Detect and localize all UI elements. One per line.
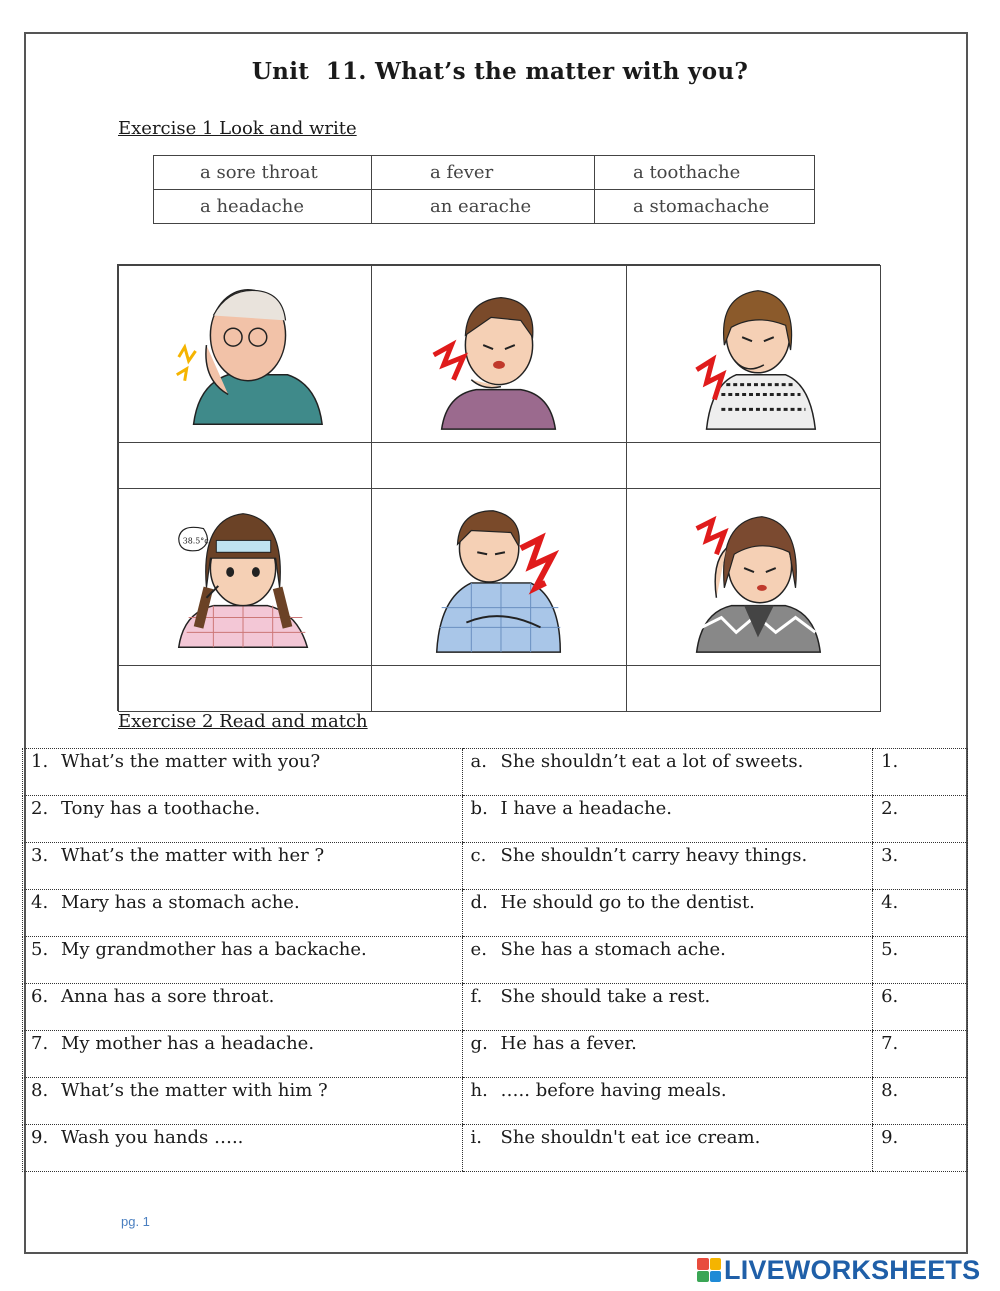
- question-number: 9.: [31, 1127, 49, 1148]
- brand-icon-square: [710, 1258, 722, 1270]
- question-cell: [23, 984, 463, 1031]
- question-text: Anna has a sore throat.: [61, 986, 275, 1007]
- question-text: What’s the matter with him ?: [61, 1080, 328, 1101]
- option-letter: a.: [470, 751, 487, 772]
- match-row: [23, 749, 968, 796]
- thermometer-label: 38.5°c: [182, 536, 209, 546]
- match-row: [23, 937, 968, 984]
- match-row: [23, 890, 968, 937]
- girl-holding-jaw-image: [626, 265, 881, 443]
- option-letter: g.: [470, 1033, 488, 1054]
- option-text: She has a stomach ache.: [500, 939, 726, 960]
- option-letter: f.: [470, 986, 483, 1007]
- word-bank-item: a headache: [200, 196, 305, 217]
- option-letter: d.: [470, 892, 488, 913]
- option-text: She shouldn’t eat a lot of sweets.: [500, 751, 804, 772]
- exercise-1-heading: Exercise 1 Look and write: [118, 118, 357, 139]
- word-bank-item: an earache: [430, 196, 532, 217]
- answer-cell[interactable]: [873, 749, 968, 796]
- question-number: 8.: [31, 1080, 49, 1101]
- option-text: He should go to the dentist.: [500, 892, 755, 913]
- answer-number: 6.: [881, 986, 899, 1007]
- answer-number: 1.: [881, 751, 899, 772]
- question-text: What’s the matter with her ?: [61, 845, 325, 866]
- exercise-2-heading: Exercise 2 Read and match: [118, 711, 368, 732]
- answer-cell[interactable]: [873, 1125, 968, 1172]
- option-text: She shouldn’t carry heavy things.: [500, 845, 808, 866]
- woman-holding-head-image: [626, 488, 881, 666]
- question-cell: [23, 749, 463, 796]
- question-number: 5.: [31, 939, 49, 960]
- option-cell: [462, 937, 873, 984]
- answer-box[interactable]: [626, 665, 881, 712]
- option-text: She should take a rest.: [500, 986, 711, 1007]
- match-row: [23, 1078, 968, 1125]
- answer-box[interactable]: [371, 665, 627, 712]
- option-cell: [462, 1125, 873, 1172]
- brand-icon: [697, 1258, 721, 1282]
- answer-cell[interactable]: [873, 937, 968, 984]
- question-cell: [23, 843, 463, 890]
- option-text: I have a headache.: [500, 798, 672, 819]
- match-table: [22, 748, 968, 1172]
- word-bank-item: a sore throat: [200, 162, 318, 183]
- match-row: [23, 1031, 968, 1078]
- question-cell: [23, 1125, 463, 1172]
- answer-number: 8.: [881, 1080, 899, 1101]
- answer-number: 3.: [881, 845, 899, 866]
- option-text: She shouldn't eat ice cream.: [500, 1127, 761, 1148]
- boy-holding-stomach-image: [371, 488, 627, 666]
- option-cell: [462, 843, 873, 890]
- option-text: He has a fever.: [500, 1033, 637, 1054]
- question-number: 6.: [31, 986, 49, 1007]
- answer-box[interactable]: [626, 442, 881, 489]
- option-letter: c.: [470, 845, 487, 866]
- question-number: 7.: [31, 1033, 49, 1054]
- man-holding-cheek-image: [118, 265, 372, 443]
- brand-name: LIVEWORKSHEETS: [724, 1254, 981, 1285]
- answer-cell[interactable]: [873, 1031, 968, 1078]
- girl-with-thermometer-image: [118, 488, 372, 666]
- answer-cell[interactable]: [873, 843, 968, 890]
- question-text: Wash you hands …..: [61, 1127, 244, 1148]
- answer-number: 9.: [881, 1127, 899, 1148]
- answer-cell[interactable]: [873, 984, 968, 1031]
- question-number: 3.: [31, 845, 49, 866]
- answer-cell[interactable]: [873, 890, 968, 937]
- option-cell: [462, 1078, 873, 1125]
- brand-icon-square: [697, 1271, 709, 1283]
- answer-box[interactable]: [118, 665, 372, 712]
- option-cell: [462, 984, 873, 1031]
- page-title: Unit 11. What’s the matter with you?: [251, 58, 749, 85]
- question-cell: [23, 890, 463, 937]
- question-number: 1.: [31, 751, 49, 772]
- question-cell: [23, 796, 463, 843]
- match-row: [23, 843, 968, 890]
- liveworksheets-logo: [697, 1254, 980, 1286]
- answer-cell[interactable]: [873, 1078, 968, 1125]
- word-bank-row: [154, 156, 815, 190]
- question-text: My grandmother has a backache.: [61, 939, 367, 960]
- option-cell: [462, 796, 873, 843]
- option-cell: [462, 1031, 873, 1078]
- question-cell: [23, 937, 463, 984]
- question-text: What’s the matter with you?: [61, 751, 321, 772]
- page-number: pg. 1: [121, 1214, 150, 1229]
- question-number: 4.: [31, 892, 49, 913]
- option-text: ….. before having meals.: [500, 1080, 727, 1101]
- question-text: My mother has a headache.: [61, 1033, 315, 1054]
- match-row: [23, 796, 968, 843]
- question-cell: [23, 1031, 463, 1078]
- option-letter: i.: [470, 1127, 483, 1148]
- answer-number: 7.: [881, 1033, 899, 1054]
- option-letter: e.: [470, 939, 487, 960]
- question-text: Tony has a toothache.: [61, 798, 261, 819]
- option-letter: h.: [470, 1080, 488, 1101]
- brand-icon-square: [710, 1271, 722, 1283]
- option-cell: [462, 749, 873, 796]
- brand-icon-square: [697, 1258, 709, 1270]
- word-bank-row: [154, 190, 815, 224]
- match-row: [23, 1125, 968, 1172]
- answer-number: 5.: [881, 939, 899, 960]
- option-letter: b.: [470, 798, 488, 819]
- answer-box[interactable]: [371, 442, 627, 489]
- word-bank-item: a fever: [430, 162, 494, 183]
- answer-cell[interactable]: [873, 796, 968, 843]
- option-cell: [462, 890, 873, 937]
- boy-holding-throat-image: [371, 265, 627, 443]
- word-bank-item: a stomachache: [633, 196, 770, 217]
- match-row: [23, 984, 968, 1031]
- picture-grid: [117, 264, 880, 711]
- answer-number: 4.: [881, 892, 899, 913]
- word-bank-item: a toothache: [633, 162, 741, 183]
- question-text: Mary has a stomach ache.: [61, 892, 300, 913]
- answer-number: 2.: [881, 798, 899, 819]
- word-bank: [153, 155, 815, 224]
- answer-box[interactable]: [118, 442, 372, 489]
- question-number: 2.: [31, 798, 49, 819]
- question-cell: [23, 1078, 463, 1125]
